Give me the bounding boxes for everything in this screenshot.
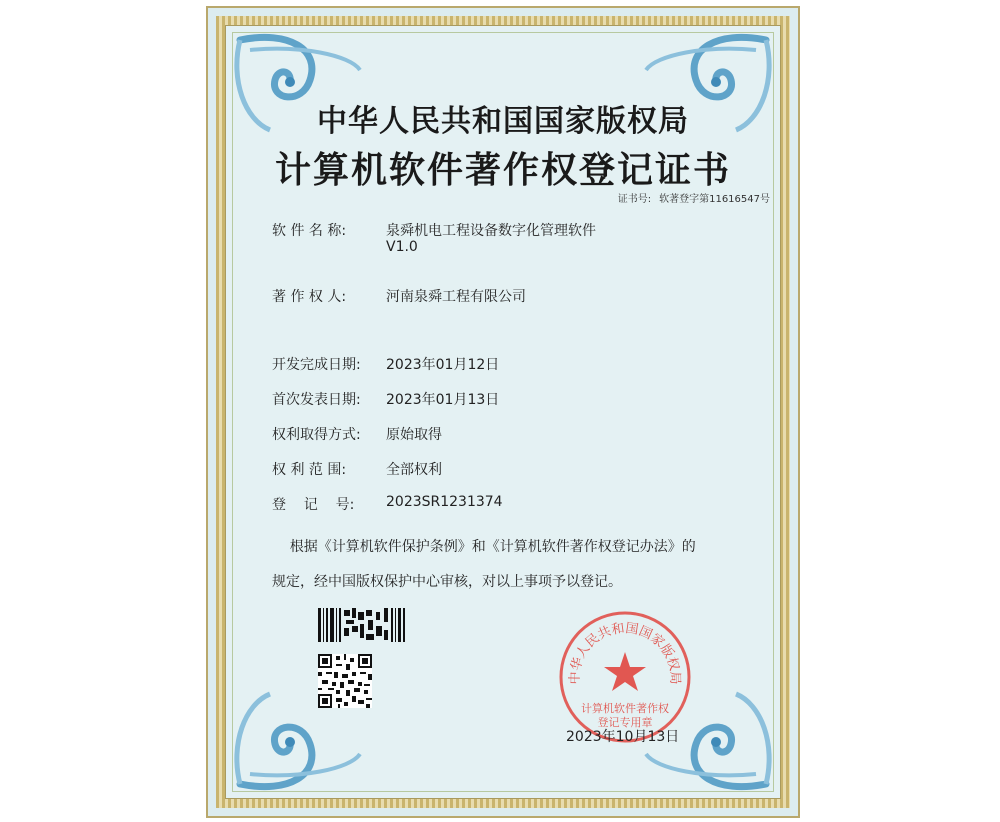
statement-line-1: 根据《计算机软件保护条例》和《计算机软件著作权登记办法》的	[272, 539, 696, 555]
field-publication-date	[272, 389, 499, 409]
field-copyright-owner	[272, 286, 526, 306]
field-value: 全部权利	[386, 462, 442, 478]
qr-code-icon	[318, 654, 372, 708]
field-value: 泉舜机电工程设备数字化管理软件	[386, 223, 596, 239]
certificate	[206, 6, 800, 818]
field-value: 2023年01月12日	[386, 357, 500, 373]
field-label: 首次发表日期:	[272, 392, 361, 408]
field-development-date	[272, 354, 499, 374]
field-label: 权利取得方式:	[272, 427, 361, 443]
certificate-title: 计算机软件著作权登记证书	[274, 149, 731, 191]
certificate-number	[610, 190, 770, 205]
field-label: 开发完成日期:	[272, 357, 361, 373]
seal-inner-text-1: 计算机软件著作权	[581, 702, 669, 715]
certificate-number-value: 软著登字第11616547号	[659, 194, 770, 205]
field-value: 2023SR1231374	[386, 494, 503, 510]
field-rights-scope	[272, 459, 442, 479]
field-software-name	[272, 220, 596, 240]
field-acquisition-method	[272, 424, 442, 444]
seal-ring-text: 中华人民共和国国家版权局	[567, 621, 683, 685]
field-registration-number	[272, 494, 503, 514]
field-value: V1.0	[386, 239, 418, 255]
field-value: 2023年01月13日	[386, 392, 500, 408]
field-value: 原始取得	[386, 427, 442, 443]
field-label: 权 利 范 围:	[272, 462, 347, 478]
statement-line-2: 规定，经中国版权保护中心审核，对以上事项予以登记。	[272, 574, 622, 590]
issuer-title: 中华人民共和国国家版权局	[317, 104, 689, 139]
field-label: 软 件 名 称:	[272, 223, 347, 239]
seal-inner-text-2: 登记专用章	[597, 716, 653, 729]
barcode-icon	[318, 608, 406, 642]
field-software-version	[272, 239, 418, 255]
field-value: 河南泉舜工程有限公司	[386, 289, 526, 305]
certificate-number-label: 证书号:	[617, 194, 652, 205]
field-label: 登 记 号:	[272, 497, 355, 513]
star-icon	[604, 652, 646, 691]
issue-date: 2023年10月13日	[566, 729, 680, 745]
field-label: 著 作 权 人:	[272, 289, 347, 305]
